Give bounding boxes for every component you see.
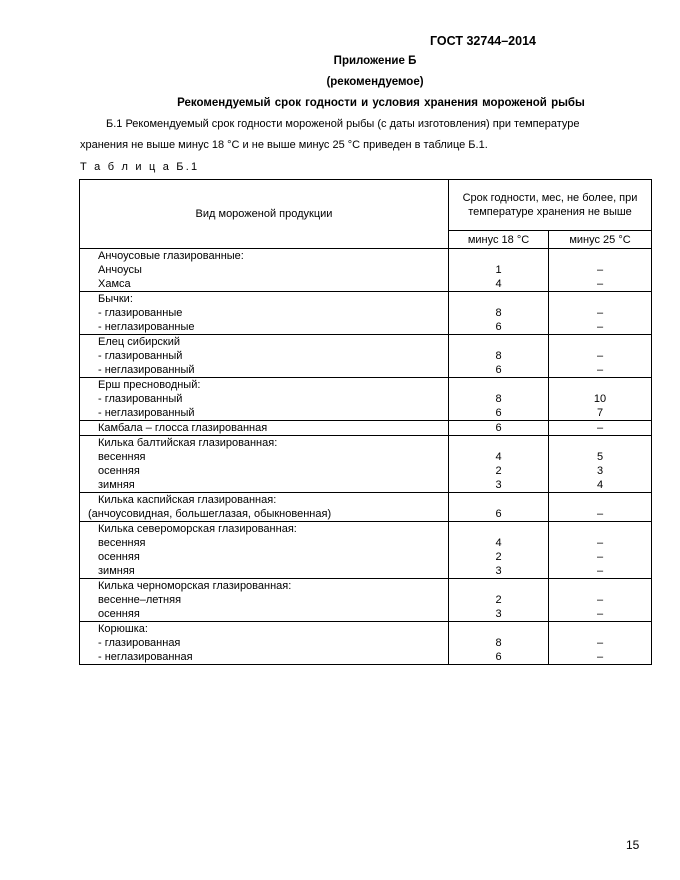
- annex-title: Приложение Б: [333, 55, 417, 67]
- shelf-life-value: [449, 436, 548, 450]
- product-variant: (анчоусовидная, большеглазая, обыкновенная): [88, 508, 332, 520]
- product-name-cell: [80, 421, 449, 436]
- shelf-life-value: –: [596, 364, 604, 376]
- shelf-life-minus-18-cell: [449, 378, 549, 421]
- table-row: [80, 522, 652, 579]
- page-number: 15: [626, 838, 640, 852]
- table-caption: Т а б л и ц а Б.1: [80, 161, 200, 173]
- shelf-life-value: 3: [596, 465, 604, 477]
- shelf-life-value: –: [596, 565, 604, 577]
- shelf-life-value: 8: [495, 307, 502, 319]
- product-group-title: Корюшка:: [98, 623, 148, 635]
- product-variant: Хамса: [98, 278, 131, 290]
- shelf-life-minus-25-cell: [549, 421, 652, 436]
- product-variant: осенняя: [98, 465, 140, 477]
- shelf-life-value: 4: [596, 479, 604, 491]
- shelf-life-value: 7: [596, 407, 604, 419]
- table-row: [80, 378, 652, 421]
- shelf-life-minus-25-cell: [549, 579, 652, 622]
- shelf-life-value: –: [596, 637, 604, 649]
- product-group-title: Ерш пресноводный:: [98, 379, 201, 391]
- shelf-life-value: [549, 493, 651, 507]
- shelf-life-minus-25-cell: [549, 335, 652, 378]
- shelf-life-value: –: [596, 350, 604, 362]
- shelf-life-value: 4: [495, 278, 502, 290]
- product-group-title: Камбала – глосса глазированная: [98, 422, 268, 434]
- shelf-life-value: –: [596, 321, 604, 333]
- shelf-life-value: [449, 335, 548, 349]
- shelf-life-value: 4: [495, 451, 502, 463]
- shelf-life-value: 2: [495, 551, 502, 563]
- table-row: [80, 292, 652, 335]
- product-group-title: Килька североморская глазированная:: [98, 523, 297, 535]
- header-temp-minus-25: минус 25 °С: [549, 231, 652, 249]
- shelf-life-minus-25-cell: [549, 522, 652, 579]
- shelf-life-minus-18-cell: [449, 493, 549, 522]
- shelf-life-value: –: [596, 594, 604, 606]
- product-group-title: Бычки:: [98, 293, 133, 305]
- shelf-life-value: 6: [495, 364, 502, 376]
- product-name-cell: [80, 249, 449, 292]
- shelf-life-value: [449, 493, 548, 507]
- shelf-life-minus-18-cell: [449, 436, 549, 493]
- shelf-life-value: 10: [593, 393, 607, 405]
- shelf-life-value: [449, 249, 548, 263]
- shelf-life-value: 6: [495, 422, 502, 434]
- product-group-title: Килька каспийская глазированная:: [98, 494, 277, 506]
- table-row: [80, 421, 652, 436]
- header-product-type: Вид мороженой продукции: [80, 180, 449, 249]
- shelf-life-table: [79, 179, 652, 665]
- product-name-cell: [80, 493, 449, 522]
- product-variant: - глазированный: [98, 393, 183, 405]
- document-code: ГОСТ 32744–2014: [430, 34, 536, 48]
- section-heading: Рекомендуемый срок годности и условия хранения мороженой рыбы: [177, 97, 585, 109]
- shelf-life-value: [549, 378, 651, 392]
- product-name-cell: [80, 436, 449, 493]
- shelf-life-value: 4: [495, 537, 502, 549]
- header-temp-minus-18: минус 18 °С: [449, 231, 549, 249]
- header-shelf-life: Срок годности, мес, не более, при температуре хранения не выше: [449, 180, 652, 231]
- product-variant: - глазированная: [98, 637, 181, 649]
- shelf-life-minus-18-cell: [449, 249, 549, 292]
- shelf-life-minus-18-cell: [449, 579, 549, 622]
- shelf-life-value: [549, 522, 651, 536]
- product-name-cell: [80, 522, 449, 579]
- shelf-life-value: –: [596, 422, 604, 434]
- intro-paragraph-line-1: Б.1 Рекомендуемый срок годности мороженой рыбы (с даты изготовления) при температуре: [106, 118, 580, 130]
- product-name-cell: [80, 292, 449, 335]
- shelf-life-value: 5: [596, 451, 604, 463]
- shelf-life-value: 3: [495, 479, 502, 491]
- product-name-cell: [80, 622, 449, 665]
- table-row: [80, 249, 652, 292]
- shelf-life-value: 2: [495, 594, 502, 606]
- table-row: [80, 579, 652, 622]
- shelf-life-value: 8: [495, 637, 502, 649]
- shelf-life-value: –: [596, 508, 604, 520]
- table-row: [80, 335, 652, 378]
- product-variant: зимняя: [98, 479, 135, 491]
- shelf-life-minus-25-cell: [549, 249, 652, 292]
- product-variant: - глазированный: [98, 350, 183, 362]
- table-row: [80, 436, 652, 493]
- shelf-life-minus-18-cell: [449, 622, 549, 665]
- product-variant: зимняя: [98, 565, 135, 577]
- shelf-life-value: [549, 249, 651, 263]
- shelf-life-value: 6: [495, 508, 502, 520]
- shelf-life-value: 6: [495, 651, 502, 663]
- product-variant: весенняя: [98, 451, 146, 463]
- product-variant: весенняя: [98, 537, 146, 549]
- shelf-life-value: [549, 292, 651, 306]
- product-variant: - неглазированная: [98, 651, 193, 663]
- shelf-life-value: –: [596, 264, 604, 276]
- shelf-life-minus-18-cell: [449, 335, 549, 378]
- shelf-life-value: 2: [495, 465, 502, 477]
- shelf-life-value: 1: [495, 264, 502, 276]
- shelf-life-value: –: [596, 651, 604, 663]
- shelf-life-value: 3: [495, 565, 502, 577]
- annex-type: (рекомендуемое): [326, 76, 424, 88]
- shelf-life-minus-18-cell: [449, 522, 549, 579]
- shelf-life-value: [549, 436, 651, 450]
- shelf-life-value: 6: [495, 321, 502, 333]
- product-variant: - неглазированный: [98, 364, 195, 376]
- shelf-life-value: –: [596, 278, 604, 290]
- shelf-life-value: [449, 622, 548, 636]
- shelf-life-value: 3: [495, 608, 502, 620]
- product-variant: Анчоусы: [98, 264, 142, 276]
- shelf-life-value: [449, 292, 548, 306]
- shelf-life-value: –: [596, 608, 604, 620]
- shelf-life-minus-25-cell: [549, 378, 652, 421]
- product-group-title: Килька черноморская глазированная:: [98, 580, 292, 592]
- shelf-life-value: 6: [495, 407, 502, 419]
- product-variant: - неглазированный: [98, 407, 195, 419]
- shelf-life-value: –: [596, 551, 604, 563]
- shelf-life-value: [449, 378, 548, 392]
- shelf-life-minus-25-cell: [549, 436, 652, 493]
- shelf-life-minus-25-cell: [549, 292, 652, 335]
- intro-paragraph-line-2: хранения не выше минус 18 °С и не выше минус 25 °С приведен в таблице Б.1.: [80, 139, 488, 151]
- table-row: [80, 493, 652, 522]
- shelf-life-value: –: [596, 537, 604, 549]
- shelf-life-value: [549, 335, 651, 349]
- product-variant: весенне–летняя: [98, 594, 182, 606]
- shelf-life-value: –: [596, 307, 604, 319]
- shelf-life-value: [549, 579, 651, 593]
- product-variant: - неглазированные: [98, 321, 195, 333]
- product-name-cell: [80, 579, 449, 622]
- shelf-life-minus-18-cell: [449, 421, 549, 436]
- product-variant: - глазированные: [98, 307, 183, 319]
- shelf-life-minus-25-cell: [549, 622, 652, 665]
- product-group-title: Килька балтийская глазированная:: [98, 437, 278, 449]
- product-name-cell: [80, 335, 449, 378]
- shelf-life-minus-18-cell: [449, 292, 549, 335]
- table-body: [80, 249, 652, 665]
- product-name-cell: [80, 378, 449, 421]
- shelf-life-minus-25-cell: [549, 493, 652, 522]
- shelf-life-value: 8: [495, 350, 502, 362]
- product-group-title: Елец сибирский: [98, 336, 181, 348]
- product-variant: осенняя: [98, 551, 140, 563]
- product-variant: осенняя: [98, 608, 140, 620]
- shelf-life-value: [449, 579, 548, 593]
- shelf-life-value: [449, 522, 548, 536]
- table-row: [80, 622, 652, 665]
- shelf-life-value: [549, 622, 651, 636]
- shelf-life-value: 8: [495, 393, 502, 405]
- product-group-title: Анчоусовые глазированные:: [98, 250, 244, 262]
